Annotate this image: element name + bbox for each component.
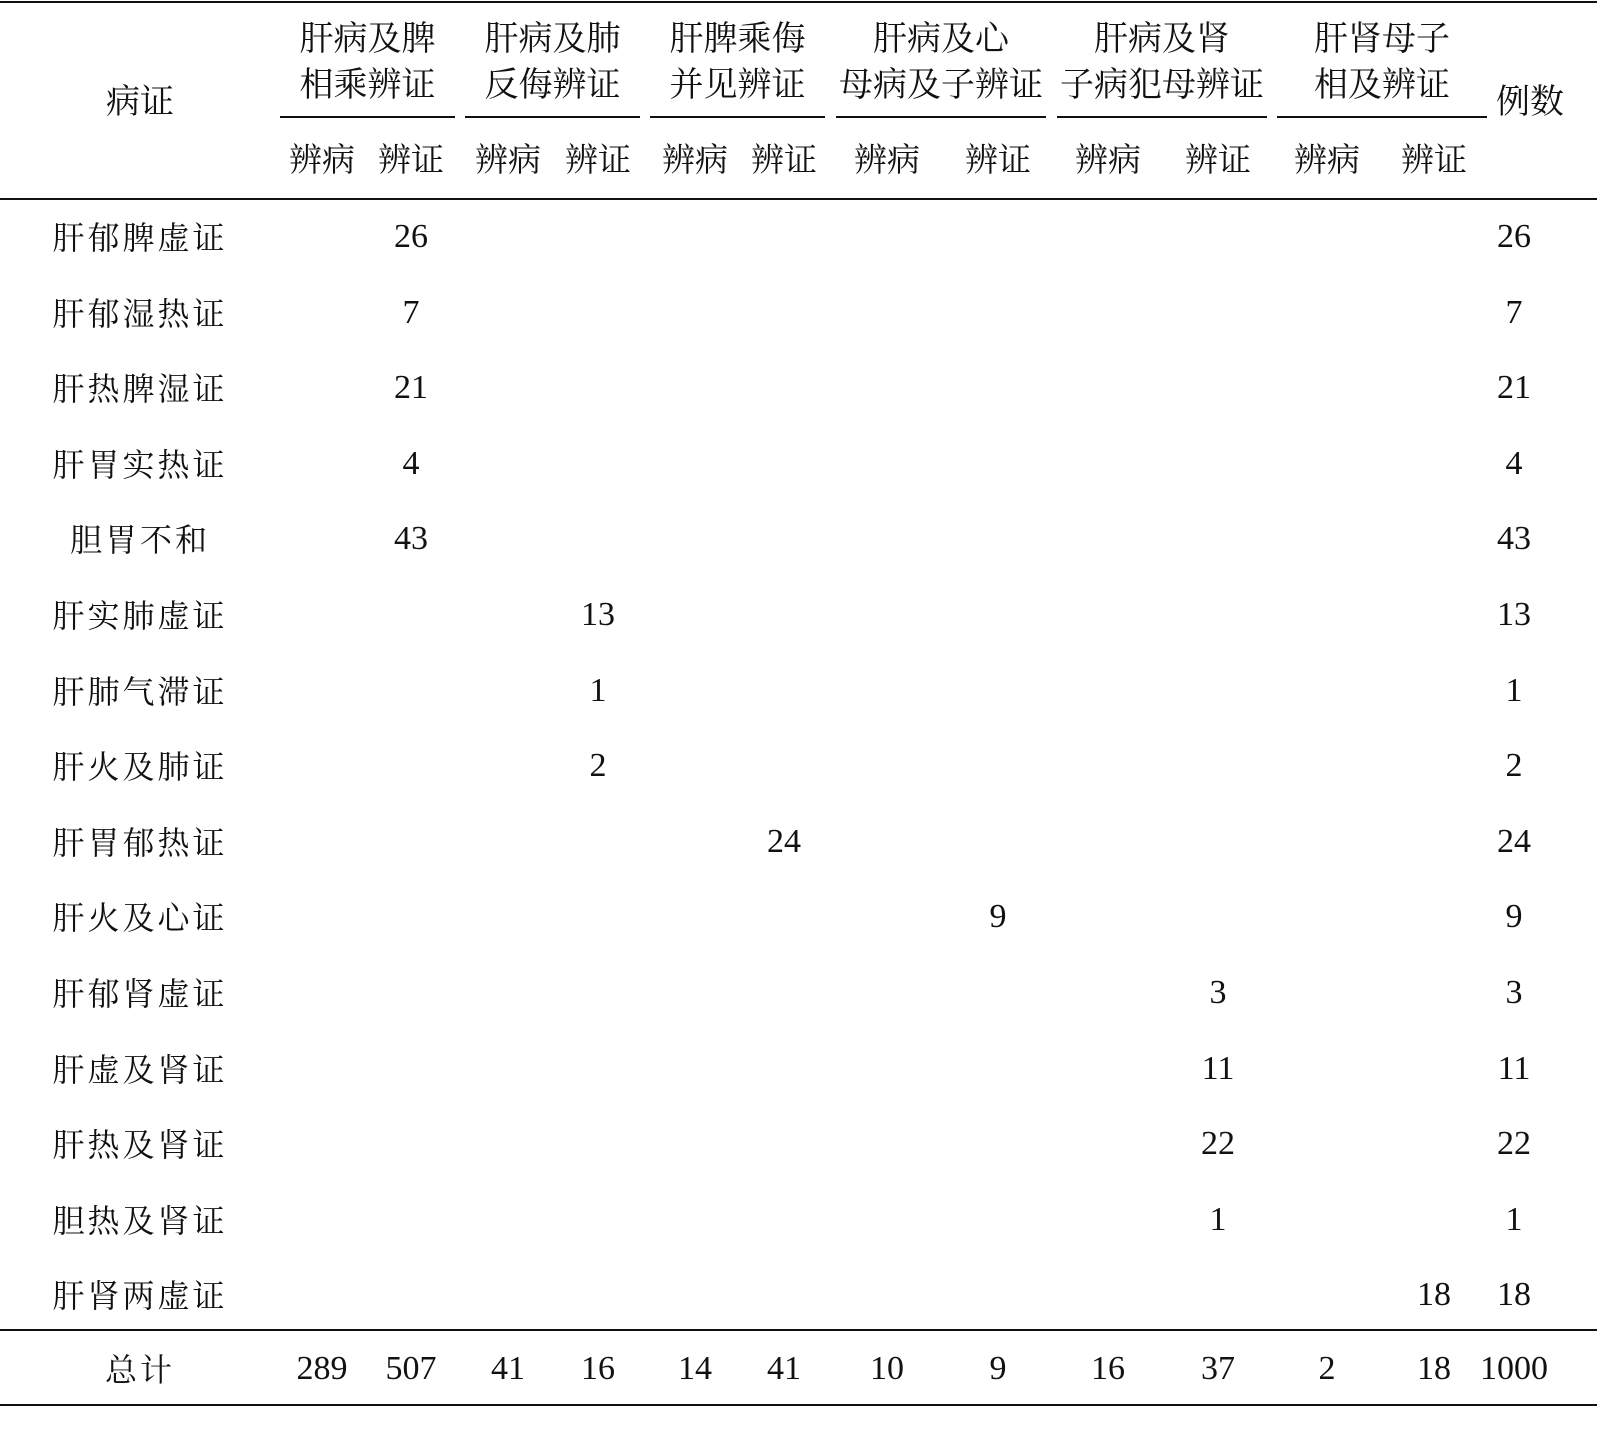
row-label: 肝郁肾虚证 (52, 975, 228, 1013)
row-label: 胆热及肾证 (52, 1201, 228, 1240)
group-underline (465, 116, 640, 118)
summary-rule (0, 1329, 1597, 1331)
cell-value: 4 (402, 444, 420, 482)
sub-header-bianzheng: 辨证 (965, 140, 1031, 179)
group-underline (1277, 116, 1487, 118)
cell-value: 1 (589, 671, 607, 709)
group-header-line1: 肝病及脾 (299, 19, 436, 59)
cell-value: 18 (1417, 1276, 1451, 1314)
summary-value: 9 (989, 1350, 1007, 1387)
row-label: 肝火及心证 (52, 899, 228, 938)
summary-value: 41 (491, 1350, 525, 1387)
row-label: 胆胃不和 (69, 521, 210, 560)
total-column-label: 例数 (1496, 82, 1564, 122)
summary-value: 289 (296, 1350, 348, 1387)
row-total: 9 (1505, 898, 1523, 936)
cell-value: 2 (589, 747, 607, 785)
top-rule (0, 1, 1597, 3)
group-header-line1: 肝脾乘侮 (669, 19, 806, 59)
summary-value: 18 (1417, 1350, 1451, 1387)
summary-label: 总计 (104, 1351, 175, 1389)
sub-header-bianbing: 辨病 (289, 140, 355, 179)
summary-value: 41 (767, 1350, 801, 1387)
group-header-line2: 相乘辨证 (299, 65, 436, 105)
row-total: 11 (1497, 1049, 1531, 1087)
group-header-line1: 肝病及肾 (1094, 19, 1230, 59)
group-underline (650, 116, 825, 118)
cell-value: 21 (394, 369, 428, 407)
row-label: 肝实肺虚证 (52, 597, 228, 635)
sub-header-bianbing: 辨病 (1294, 140, 1360, 179)
row-total: 2 (1505, 747, 1523, 785)
sub-header-bianbing: 辨病 (1075, 140, 1141, 179)
summary-value: 37 (1201, 1350, 1235, 1387)
row-label: 肝热及肾证 (52, 1126, 228, 1165)
row-total: 26 (1497, 218, 1531, 255)
row-total: 43 (1497, 520, 1531, 558)
corner-label: 病证 (106, 82, 174, 122)
summary-value: 16 (1091, 1350, 1125, 1387)
sub-header-bianzheng: 辨证 (565, 140, 631, 179)
cell-value: 1 (1209, 1200, 1227, 1238)
cell-value: 13 (581, 596, 615, 633)
summary-value: 10 (870, 1350, 904, 1387)
row-label: 肝热脾湿证 (52, 370, 228, 409)
summary-value: 507 (385, 1350, 437, 1387)
row-label: 肝胃实热证 (52, 445, 228, 484)
group-header-line1: 肝病及心 (873, 19, 1009, 59)
row-total: 22 (1497, 1125, 1531, 1163)
row-total: 1 (1505, 671, 1523, 709)
cell-value: 3 (1209, 974, 1227, 1011)
cell-value: 43 (394, 520, 428, 558)
row-total: 3 (1505, 974, 1523, 1011)
row-total: 7 (1505, 293, 1523, 331)
group-underline (280, 116, 455, 118)
row-label: 肝虚及肾证 (52, 1050, 228, 1089)
group-header-line1: 肝病及肺 (484, 19, 621, 59)
row-label: 肝郁湿热证 (52, 294, 228, 333)
group-header-line2: 母病及子辨证 (839, 65, 1043, 105)
row-label: 肝火及肺证 (52, 748, 228, 787)
group-underline (836, 116, 1046, 118)
summary-value: 14 (678, 1350, 712, 1387)
cell-value: 9 (989, 898, 1007, 936)
row-total: 18 (1497, 1276, 1531, 1314)
cell-value: 11 (1201, 1049, 1235, 1087)
cell-value: 22 (1201, 1125, 1235, 1163)
group-header-line2: 相及辨证 (1314, 65, 1450, 105)
row-label: 肝胃郁热证 (52, 823, 228, 862)
cell-value: 7 (402, 293, 420, 331)
header-bottom-rule (0, 198, 1597, 200)
sub-header-bianbing: 辨病 (475, 140, 541, 179)
group-header-line1: 肝肾母子 (1314, 19, 1450, 59)
group-header-line2: 并见辨证 (669, 65, 806, 105)
cell-value: 26 (394, 218, 428, 255)
group-header-line2: 子病犯母辨证 (1060, 65, 1264, 105)
sub-header-bianzheng: 辨证 (1401, 140, 1467, 179)
sub-header-bianbing: 辨病 (854, 140, 920, 179)
summary-value: 2 (1318, 1350, 1336, 1387)
summary-value: 16 (581, 1350, 615, 1387)
sub-header-bianzheng: 辨证 (378, 140, 444, 179)
summary-total: 1000 (1480, 1350, 1548, 1387)
row-label: 肝肺气滞证 (52, 672, 228, 711)
row-total: 1 (1505, 1200, 1523, 1238)
sub-header-bianzheng: 辨证 (1185, 140, 1251, 179)
row-total: 21 (1497, 369, 1531, 407)
group-underline (1057, 116, 1267, 118)
row-total: 4 (1505, 444, 1523, 482)
sub-header-bianbing: 辨病 (662, 140, 728, 179)
row-label: 肝郁脾虚证 (52, 219, 228, 257)
cell-value: 24 (767, 822, 801, 860)
sub-header-bianzheng: 辨证 (751, 140, 817, 179)
bottom-rule (0, 1404, 1597, 1406)
row-label: 肝肾两虚证 (52, 1277, 228, 1316)
row-total: 13 (1497, 596, 1531, 633)
row-total: 24 (1497, 822, 1531, 860)
group-header-line2: 反侮辨证 (484, 65, 621, 105)
